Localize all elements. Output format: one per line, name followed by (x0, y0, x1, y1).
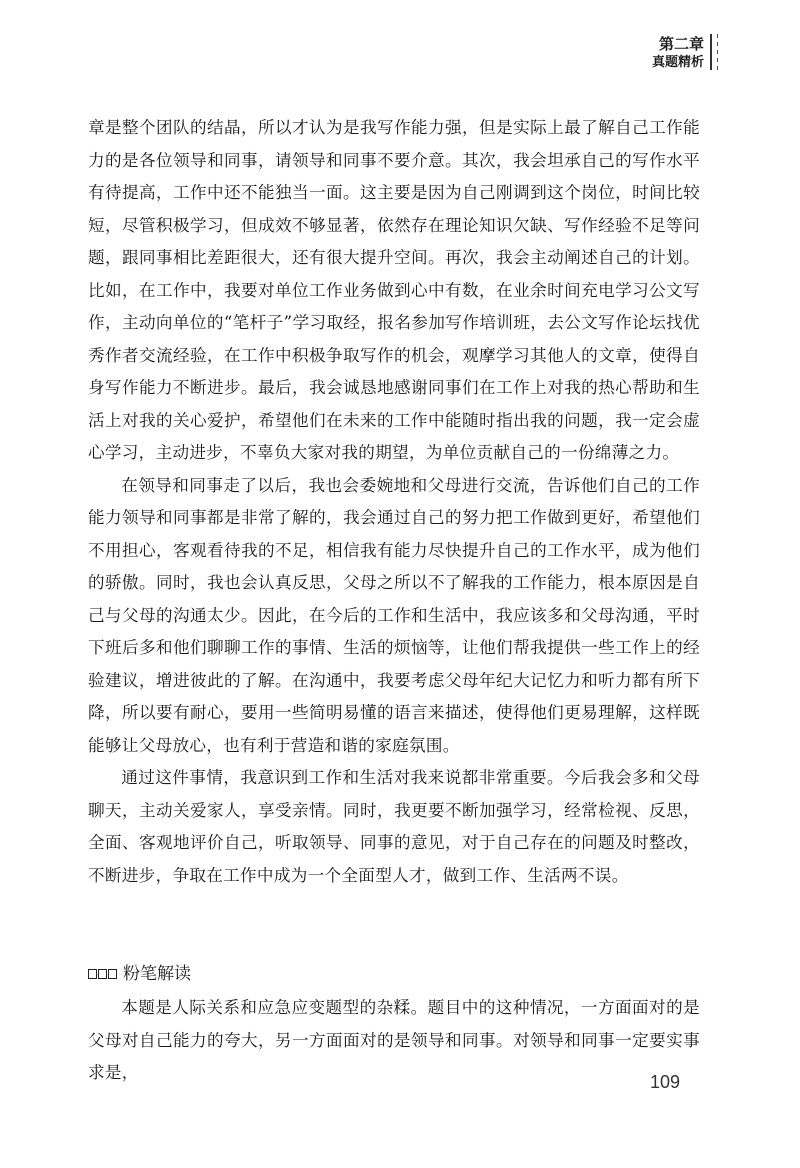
body-text (88, 112, 700, 892)
section-title: 粉笔解读 (123, 964, 191, 984)
header-tick-marks (717, 34, 718, 70)
running-header (652, 34, 704, 72)
section-marker-icon (88, 969, 117, 979)
paragraph: 章是整个团队的结晶，所以才认为是我写作能力强，但是实际上最了解自己工作能力的是各位领导和同事，请领导和同事不要介意。其次，我会坦承自己的写作水平有待提高，工作中还不能独当一面。这主要是因为自己刚调到这个岗位，时间比较短，尽管积极学习，但成效不够显著，依然存在理论知识欠缺、写作经验不足等问题，跟同事相比差距很大，还有很大提升空间。再次，我会主动阐述自己的计划。比如，在工作中，我要对单位工作业务做到心中有数，在业余时间充电学习公文写作，主动向单位的“笔杆子”学习取经，报名参加写作培训班，去公文写作论坛找优秀作者交流经验，在工作中积极争取写作的机会，观摩学习其他人的文章，使得自身写作能力不断进步。最后，我会诚恳地感谢同事们在工作上对我的热心帮助和生活上对我的关心爱护，希望他们在未来的工作中能随时指出我的问题，我一定会虚心学习，主动进步，不辜负大家对我的期望，为单位贡献自己的一份绵薄之力。 (88, 118, 700, 462)
section-body (88, 992, 700, 1090)
paragraph: 通过这件事情，我意识到工作和生活对我来说都非常重要。今后我会多和父母聊天，主动关爱家人，享受亲情。同时，我更要不断加强学习，经常检视、反思，全面、客观地评价自己，听取领导、同事的意见，对于自己存在的问题及时整改，不断进步，争取在工作中成为一个全面型人才，做到工作、生活两不误。 (88, 768, 700, 885)
paragraph: 在领导和同事走了以后，我也会委婉地和父母进行交流，告诉他们自己的工作能力领导和同事都是非常了解的，我会通过自己的努力把工作做到更好，希望他们不用担心，客观看待我的不足，相信我有能力尽快提升自己的工作水平，成为他们的骄傲。同时，我也会认真反思，父母之所以不了解我的工作能力，根本原因是自己与父母的沟通太少。因此，在今后的工作和生活中，我应该多和父母沟通，平时下班后多和他们聊聊工作的事情、生活的烦恼等，让他们帮我提供一些工作上的经验建议，增进彼此的了解。在沟通中，我要考虑父母年纪大记忆力和听力都有所下降，所以要有耐心，要用一些简明易懂的语言来描述，使得他们更易理解，这样既能够让父母放心，也有利于营造和谐的家庭氛围。 (88, 475, 700, 755)
paragraph: 本题是人际关系和应急应变题型的杂糅。题目中的这种情况，一方面面对的是父母对自己能力的夸大，另一方面面对的是领导和同事。对领导和同事一定要实事求是， (88, 998, 700, 1082)
header-divider (710, 34, 712, 70)
page-number: 109 (649, 1072, 680, 1092)
section-heading (88, 962, 191, 986)
chapter-subtitle: 真题精析 (651, 55, 704, 71)
chapter-title: 第二章 (658, 35, 704, 53)
